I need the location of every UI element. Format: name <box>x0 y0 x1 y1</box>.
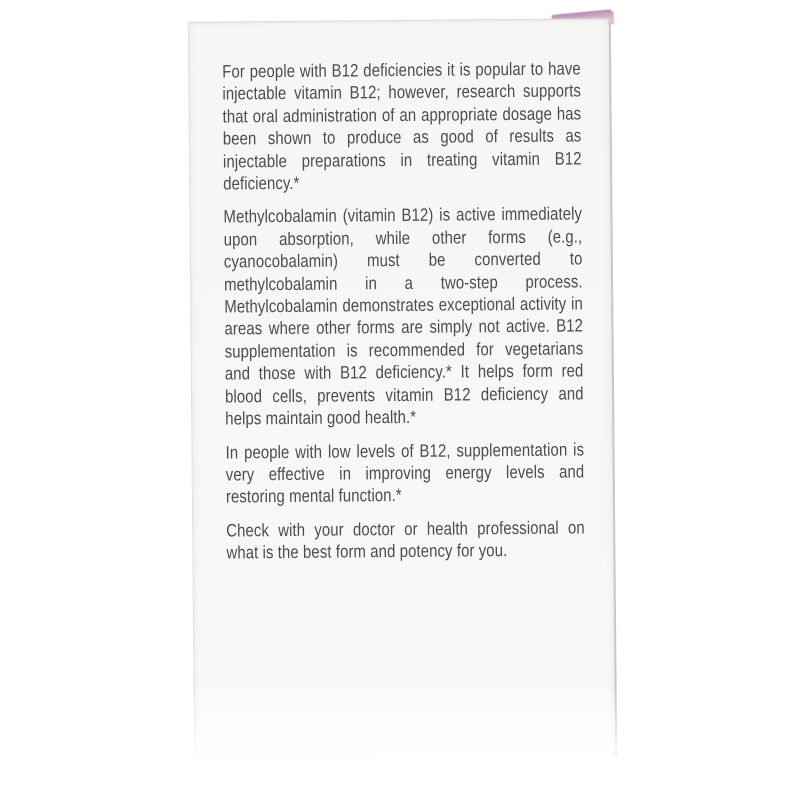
paragraph-low-b12-benefits: In people with low levels of B12, supplementation is very effective in improving energy levels and restoring mental function.* <box>225 438 585 507</box>
paragraph-injectable-vs-oral: For people with B12 deficiencies it is popular to have injectable vitamin B12; however, research supports that oral administration of an appropriate dosage has been shown to produce as good of results as injectable preparations in treating vitamin B12 deficiency.* <box>222 58 582 194</box>
photo-bottom-fade <box>0 688 800 800</box>
paragraph-doctor-advice: Check with your doctor or health professional on what is the best form and potency for you. <box>226 517 585 563</box>
paragraph-methylcobalamin-info: Methylcobalamin (vitamin B12) is active immediately upon absorption, while other forms (e.g., cyanocobalamin) must be converted to methylcobalamin in a two-step process. Methylcobalamin demonstrates exceptional activity in areas where other forms are simply not active. B12 supplementation is recommended for vegetarians and those with B12 deficiency.* It helps form red blood cells, prevents vitamin B12 deficiency and helps maintain good health.* <box>223 203 584 429</box>
supplement-box-back-panel <box>188 18 617 760</box>
panel-text-block <box>222 57 585 564</box>
